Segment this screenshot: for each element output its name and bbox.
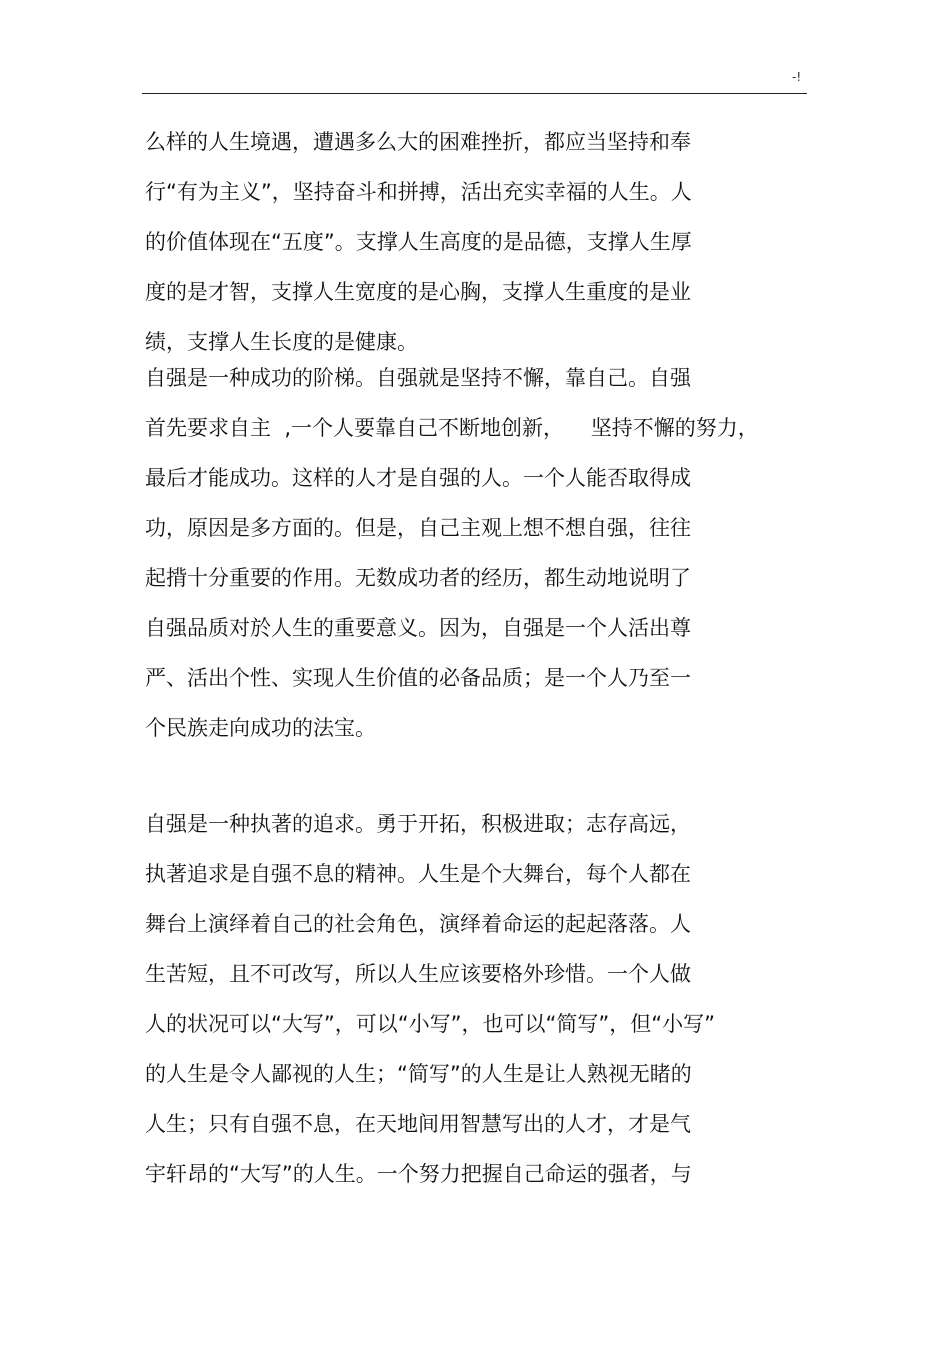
paragraph-2: [145, 358, 845, 758]
text-line: 度的是才智，支撑人生宽度的是心胸，支撑人生重度的是业: [145, 280, 691, 304]
text-line: 功，原因是多方面的。但是，自己主观上想不想自强，往往: [145, 516, 691, 540]
text-line: 自强品质对於人生的重要意义。因为，自强是一个人活出尊: [145, 616, 691, 640]
text-line: 舞台上演绎着自己的社会角色，演绎着命运的起起落落。人: [145, 912, 691, 936]
text-line: 严、活出个性、实现人生价值的必备品质；是一个人乃至一: [145, 666, 691, 690]
text-line: 自强是一种成功的阶梯。自强就是坚持不懈，靠自己。自强: [145, 366, 691, 390]
text-line: 生苦短，且不可改写，所以人生应该要格外珍惜。一个人做: [145, 962, 691, 986]
text-line: 人生；只有自强不息，在天地间用智慧写出的人才，才是气: [145, 1112, 691, 1136]
header-mark: -!: [792, 70, 802, 84]
text-line: 自强是一种执著的追求。勇于开拓，积极进取；志存高远，: [145, 812, 691, 836]
text-line: 的价值体现在“五度”。支撑人生高度的是品德，支撑人生厚: [145, 230, 692, 254]
header-rule: [142, 93, 807, 94]
paragraph-gap: [145, 758, 845, 804]
text-line: 首先要求自主 ,一个人要靠自己不断地创新， 坚持不懈的努力，: [145, 416, 759, 440]
text-line: 执著追求是自强不息的精神。人生是个大舞台，每个人都在: [145, 862, 691, 886]
text-line: 起揹十分重要的作用。无数成功者的经历，都生动地说明了: [145, 566, 691, 590]
paragraph-3: [145, 804, 845, 1204]
body-text: [145, 122, 845, 1204]
paragraph-1: [145, 122, 845, 358]
text-line: 行“有为主义”，坚持奋斗和拼搏，活出充实幸福的人生。人: [145, 180, 692, 204]
text-line: 个民族走向成功的法宝。: [145, 716, 376, 740]
text-line: 绩，支撑人生长度的是健康。: [145, 330, 418, 354]
text-line: 最后才能成功。这样的人才是自强的人。一个人能否取得成: [145, 466, 691, 490]
text-line: 么样的人生境遇，遭遇多么大的困难挫折，都应当坚持和奉: [145, 130, 691, 154]
text-line: 宇轩昂的“大写”的人生。一个努力把握自己命运的强者，与: [145, 1162, 692, 1186]
text-line: 的人生是令人鄙视的人生；“简写”的人生是让人熟视无睹的: [145, 1062, 692, 1086]
text-line: 人的状况可以“大写”，可以“小写”，也可以“简写”，但“小写”: [145, 1012, 716, 1036]
